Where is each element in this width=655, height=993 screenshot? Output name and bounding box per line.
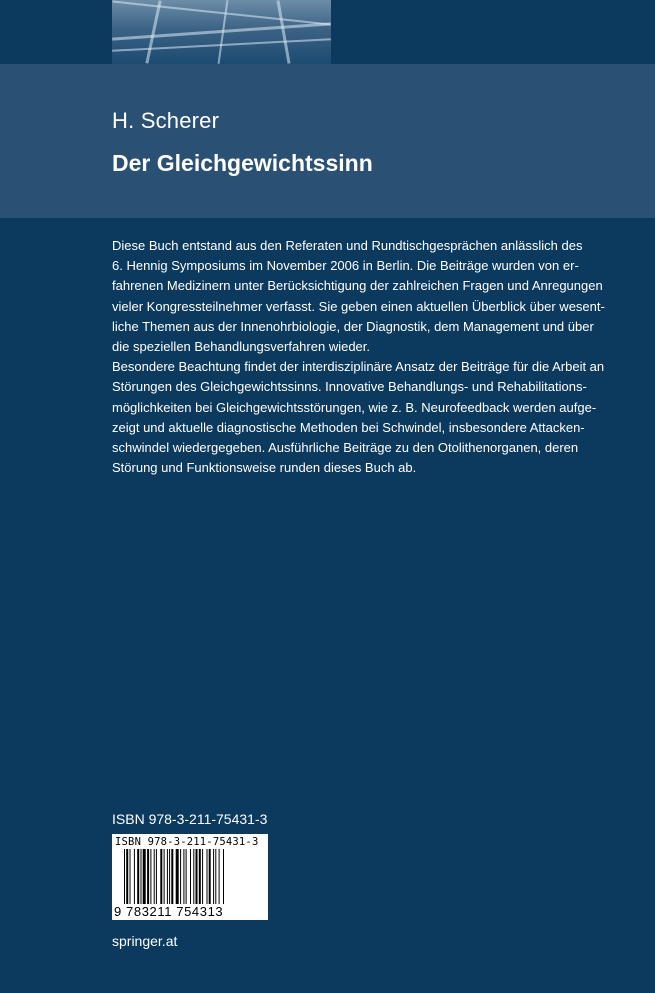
- barcode-bars: [124, 849, 262, 904]
- cover-photo-strip: [112, 0, 331, 64]
- barcode-digits: 9 783211 754313: [114, 904, 224, 919]
- blurb-line: vieler Kongressteilnehmer verfasst. Sie geben einen aktuellen Überblick über wesent-: [112, 298, 605, 314]
- blurb-line: die speziellen Behandlungsverfahren wieder.: [112, 339, 371, 355]
- barcode: [112, 834, 268, 920]
- author-name: H. Scherer: [112, 108, 220, 133]
- blurb-line: möglichkeiten bei Gleichgewichtsstörungen, wie z. B. Neurofeedback werden aufge-: [112, 399, 597, 415]
- barcode-isbn-text: ISBN 978-3-211-75431-3: [115, 836, 259, 848]
- isbn-label: ISBN 978-3-211-75431-3: [112, 811, 268, 827]
- blurb-line: Diese Buch entstand aus den Referaten und Rundtischgesprächen anlässlich des: [112, 238, 583, 253]
- blurb-line: 6. Hennig Symposiums im November 2006 in Berlin. Die Beiträge wurden von er-: [112, 258, 579, 274]
- blurb-line: Störungen des Gleichgewichtssinns. Innovative Behandlungs- und Rehabilitations-: [112, 379, 587, 395]
- blurb-text: [112, 236, 605, 478]
- header-band: [0, 64, 655, 218]
- blurb-line: fahrenen Medizinern unter Berücksichtigung der zahlreichen Fragen und Anregungen: [112, 278, 603, 294]
- blurb-line: zeigt und aktuelle diagnostische Methoden bei Schwindel, insbesondere Attacken-: [112, 419, 585, 435]
- blurb-line: Besondere Beachtung findet der interdisziplinäre Ansatz der Beiträge für die Arbeit an: [112, 359, 605, 375]
- blurb-line: liche Themen aus der Innenohrbiologie, der Diagnostik, dem Management und über: [112, 318, 594, 334]
- blurb-line: schwindel wiedergegeben. Ausführliche Beiträge zu den Otolithenorganen, deren: [112, 440, 579, 456]
- publisher-url[interactable]: springer.at: [112, 933, 178, 949]
- blurb-line: Störung und Funktionsweise runden dieses Buch ab.: [112, 460, 417, 476]
- book-title: Der Gleichgewichtssinn: [112, 150, 373, 176]
